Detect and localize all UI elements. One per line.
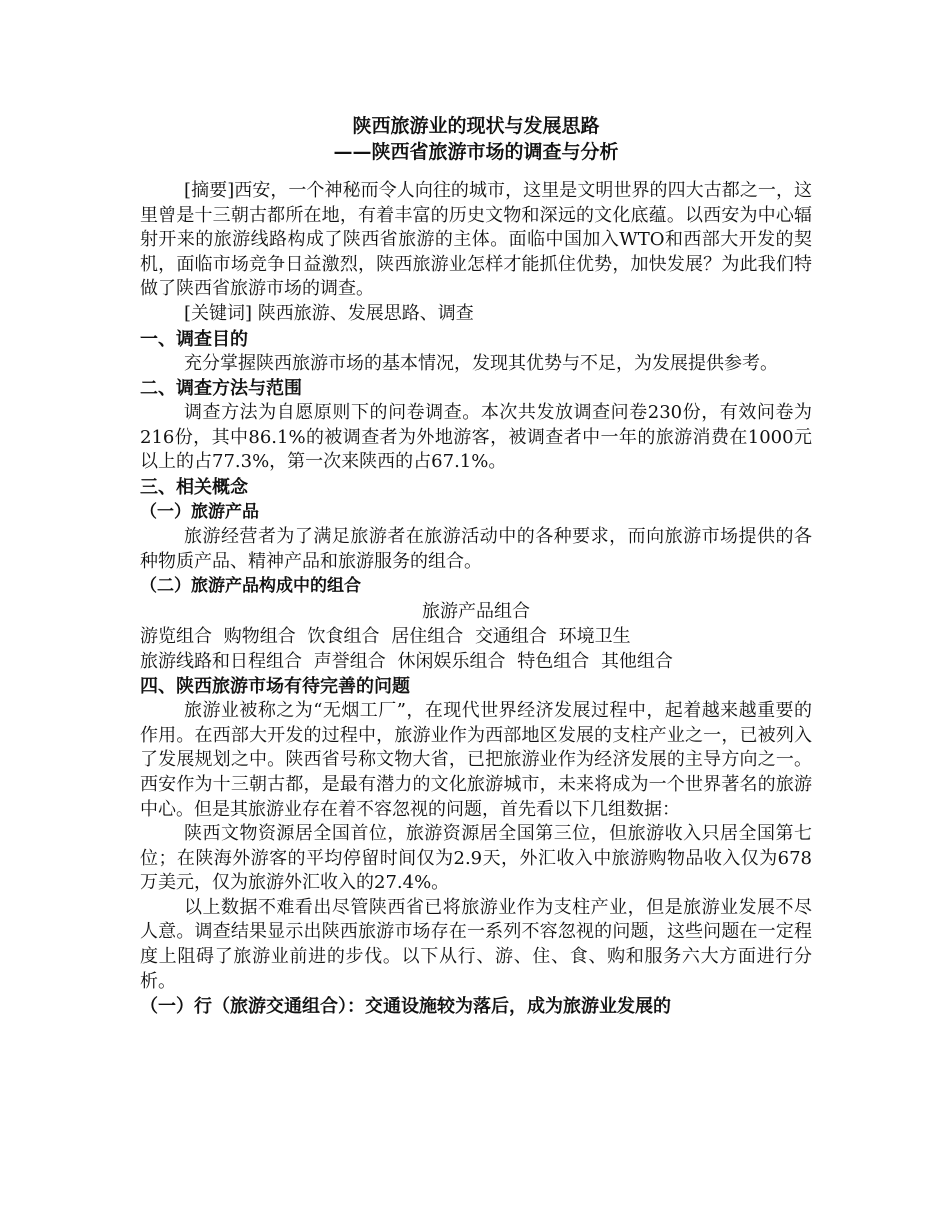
section-4-paragraph-1: 旅游业被称之为“无烟工厂”，在现代世界经济发展过程中，起着越来越重要的作用。在西部大开发的过程中，旅游业作为西部地区发展的支柱产业之一，已被列入了发展规划之中。陕西省号称文物大省，已把旅游业作为经济发展的主导方向之一。西安作为十三朝古都，是最有潜力的文化旅游城市，未来将成为一个世界著名的旅游中心。但是其旅游业存在着不容忽视的问题，首先看以下几组数据： <box>140 700 812 820</box>
section-3-sub1-heading: （一）旅游产品 <box>140 501 259 522</box>
page-title: 陕西旅游业的现状与发展思路 <box>352 115 600 137</box>
combo-item: 居住组合 <box>391 626 464 648</box>
keywords-line: [关键词] 陕西旅游、发展思路、调查 <box>184 302 474 324</box>
combo-item: 饮食组合 <box>307 626 380 648</box>
section-3-sub1-text: 旅游经营者为了满足旅游者在旅游活动中的各种要求，而向旅游市场提供的各种物质产品、精神产品和旅游服务的组合。 <box>140 525 812 572</box>
section-1-heading: 一、调查目的 <box>140 328 248 350</box>
combo-item: 声誉组合 <box>313 651 386 673</box>
combo-item: 特色组合 <box>517 651 590 673</box>
section-4-paragraph-3: 以上数据不难看出尽管陕西省已将旅游业作为支柱产业，但是旅游业发展不尽人意。调查结果显示出陕西旅游市场存在一系列不容忽视的问题，这些问题在一定程度上阻碍了旅游业前进的步伐。以下从行、游、住、食、购和服务六大方面进行分析。 <box>140 896 812 992</box>
combo-row-2 <box>140 649 812 674</box>
section-1-text: 充分掌握陕西旅游市场的基本情况，发现其优势与不足，为发展提供参考。 <box>184 352 778 374</box>
page-subtitle: ——陕西省旅游市场的调查与分析 <box>333 141 619 163</box>
section-2-text: 调查方法为自愿原则下的问卷调查。本次共发放调查问卷230份，有效问卷为216份，其中86.1%的被调查者为外地游客，被调查者中一年的旅游消费在1000元以上的占77.3%，第一次来陕西的占67.1%。 <box>140 402 812 473</box>
combo-title: 旅游产品组合 <box>422 601 530 623</box>
combo-item: 其他组合 <box>600 651 673 673</box>
section-4-paragraph-2: 陕西文物资源居全国首位，旅游资源居全国第三位，但旅游收入只居全国第七位；在陕海外游客的平均停留时间仅为2.9天，外汇收入中旅游购物品收入仅为678万美元，仅为旅游外汇收入的27.4%。 <box>140 823 812 894</box>
combo-item: 环境卫生 <box>558 626 631 648</box>
section-3-heading: 三、相关概念 <box>140 476 248 498</box>
combo-item: 购物组合 <box>223 626 296 648</box>
combo-item: 交通组合 <box>474 626 547 648</box>
combo-item: 旅游线路和日程组合 <box>140 651 302 673</box>
section-4-sub1-heading: （一）行（旅游交通组合）：交通设施较为落后，成为旅游业发展的 <box>140 996 671 1018</box>
combo-item: 休闲娱乐组合 <box>397 651 506 673</box>
section-3-sub2-heading: （二）旅游产品构成中的组合 <box>140 576 361 597</box>
document-page <box>140 113 812 1019</box>
combo-item: 游览组合 <box>140 626 212 648</box>
abstract-paragraph: [摘要]西安，一个神秘而令人向往的城市，这里是文明世界的四大古都之一，这里曾是十三朝古都所在地，有着丰富的历史文物和深远的文化底蕴。以西安为中心辐射开来的旅游线路构成了陕西省旅游的主体。面临中国加入WTO和西部大开发的契机，面临市场竞争日益激烈，陕西旅游业怎样才能抓住优势，加快发展？为此我们特做了陕西省旅游市场的调查。 <box>140 180 812 300</box>
section-2-heading: 二、调查方法与范围 <box>140 378 302 400</box>
combo-row-1 <box>140 624 812 649</box>
section-4-heading: 四、陕西旅游市场有待完善的问题 <box>140 676 410 698</box>
